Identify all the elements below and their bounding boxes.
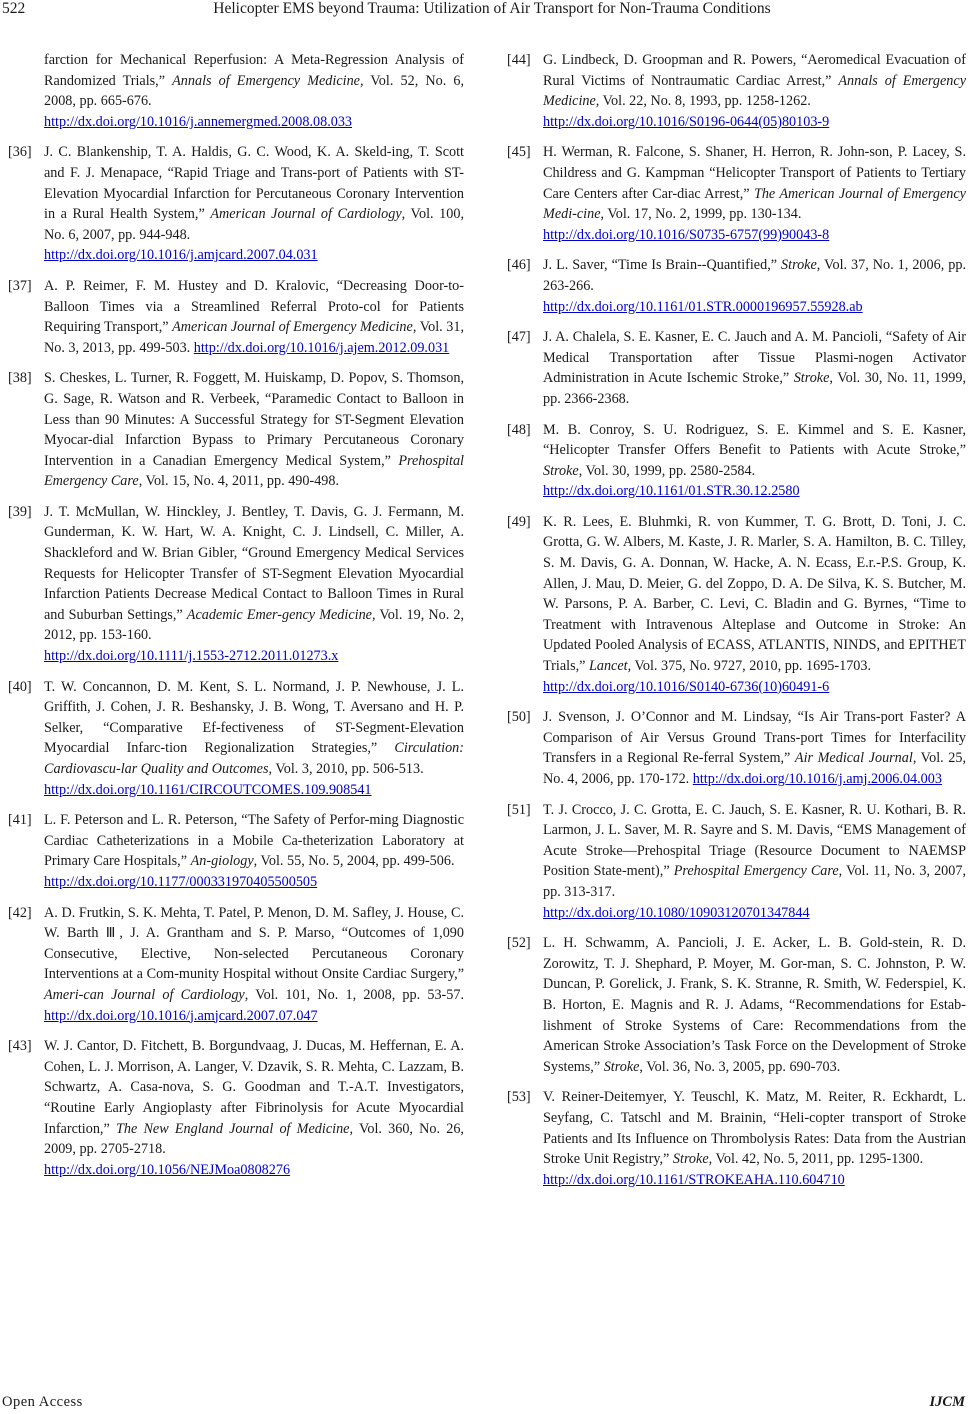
reference-details: , Vol. 375, No. 9727, 2010, pp. 1695-1703. bbox=[627, 658, 872, 675]
left-reference-column bbox=[8, 50, 464, 1190]
reference-details: , Vol. 15, No. 4, 2011, pp. 490-498. bbox=[138, 473, 340, 490]
reference-item bbox=[8, 368, 464, 492]
doi-link[interactable]: http://dx.doi.org/10.1016/j.annemergmed.2008.08.033 bbox=[44, 113, 353, 130]
reference-item bbox=[507, 800, 966, 924]
reference-number: [47] bbox=[507, 329, 531, 346]
reference-text: A. D. Frutkin, S. K. Mehta, T. Patel, P. Menon, D. M. Safley, J. House, C. W. Barth Ⅲ, J. A. Grantham and S. P. Marso, “Outcomes of 1,090 Consecutive, Elective, Non-selected Percutaneous Coronary Interventions at a Com-munity Hospital without Onsite Cardiac Surgery,” bbox=[44, 904, 464, 983]
reference-text: G. Lindbeck, D. Groopman and R. Powers, “Aeromedical Evacuation of Rural Victims of Nontraumatic Cardiac Arrest,” bbox=[543, 52, 966, 89]
journal-name: Annals of Emergency Medicine bbox=[543, 72, 966, 110]
reference-item bbox=[507, 142, 966, 245]
reference-text: J. C. Blankenship, T. A. Haldis, G. C. Wood, K. A. Skeld-ing, T. Scott and F. J. Menapace, “Rapid Triage and Trans-port of Patients with ST-Elevation Myocardial Infarction for Percutaneous Coronary Intervention in a Rural Health System,” bbox=[44, 144, 464, 223]
reference-item bbox=[507, 255, 966, 317]
doi-link[interactable]: http://dx.doi.org/10.1177/000331970405500505 bbox=[44, 873, 318, 890]
reference-item bbox=[507, 420, 966, 502]
reference-number: [42] bbox=[8, 904, 32, 921]
reference-number: [44] bbox=[507, 52, 531, 68]
reference-details: , Vol. 360, No. 26, 2009, pp. 2705-2718. bbox=[44, 1120, 464, 1158]
reference-number: [49] bbox=[507, 513, 531, 530]
reference-number: [45] bbox=[507, 144, 531, 161]
reference-text: J. T. McMullan, W. Hinckley, J. Bentley, T. Davis, G. J. Fermann, M. Gunderman, K. W. Hart, W. A. Knight, C. J. Lindsell, C. Miller, A. Shackleford and W. Brian Gibler, “Ground Emergency Medical Services Requests for Helicopter Transfer of ST-Segment Elevation Myocardial Infarction Patients Decrease Medical Contact to Balloon Times in Rural and Suburban Settings,” bbox=[44, 503, 464, 623]
doi-link[interactable]: http://dx.doi.org/10.1161/01.STR.30.12.2580 bbox=[543, 483, 800, 500]
reference-item bbox=[8, 276, 464, 358]
reference-text: L. F. Peterson and L. R. Peterson, “The Safety of Perfor-ming Diagnostic Cardiac Catheterizations in a Mobile Ca-theterization Laboratory at Primary Care Hospitals,” bbox=[44, 812, 464, 870]
reference-details: , Vol. 55, No. 5, 2004, pp. 499-506. bbox=[253, 853, 455, 870]
reference-number: [48] bbox=[507, 421, 531, 438]
reference-details: , Vol. 3, 2010, pp. 506-513. bbox=[268, 761, 424, 777]
reference-details: , Vol. 17, No. 2, 1999, pp. 130-134. bbox=[600, 206, 802, 223]
reference-text: K. R. Lees, E. Bluhmki, R. von Kummer, T. G. Brott, D. Toni, J. C. Grotta, G. W. Albers, M. Kaste, J. R. Marler, S. A. Hamilton, B. C. Tilley, S. M. Davis, G. A. Donnan, W. Hacke, A. N. Ecass, E.r.-P.S. Group, K. Allen, J. Mau, D. Meier, G. del Zoppo, D. A. De Silva, K. S. Butcher, M. W. Parsons, P. A. Barber, C. Levi, C. Bladin and G. Byrnes, “Time to Treatment with Intravenous Alteplase and Outcome in Stroke: An Updated Pooled Analysis of ECASS, ATLANTIS, NINDS, and EPITHET Trials,” bbox=[543, 513, 966, 675]
doi-link[interactable]: http://dx.doi.org/10.1056/NEJMoa0808276 bbox=[44, 1161, 291, 1178]
doi-link[interactable]: http://dx.doi.org/10.1016/S0140-6736(10)60491-6 bbox=[543, 678, 830, 695]
reference-item bbox=[507, 707, 966, 789]
reference-text: J. A. Chalela, S. E. Kasner, E. C. Jauch and A. M. Pancioli, “Safety of Air Medical Transportation after Tissue Plasmi-nogen Activator Administration in Acute Ischemic Stroke,” bbox=[543, 329, 966, 387]
running-title: Helicopter EMS beyond Trauma: Utilization of Air Transport for Non-Trauma Conditions bbox=[213, 0, 771, 17]
page-footer bbox=[0, 1393, 969, 1413]
reference-item bbox=[8, 1036, 464, 1180]
reference-item bbox=[8, 50, 464, 132]
journal-name: Annals of Emergency Medicine bbox=[172, 72, 360, 89]
reference-details: , Vol. 52, No. 6, 2008, pp. 665-676. bbox=[44, 72, 464, 110]
reference-item bbox=[8, 677, 464, 801]
open-access-label: Open Access bbox=[2, 1394, 83, 1410]
reference-number: [40] bbox=[8, 678, 32, 695]
reference-text: farction for Mechanical Reperfusion: A Meta-Regression Analysis of Randomized Trials,” bbox=[44, 52, 464, 89]
reference-text: V. Reiner-Deitemyer, Y. Teuschl, K. Matz, M. Reiter, R. Eckhardt, L. Seyfang, C. Tatschl and M. Brainin, “Heli-copter transport of Stroke Patients and Its Influence on Thrombolysis Rates: Data from the Austrian Stroke Unit Registry,” bbox=[543, 1089, 966, 1168]
journal-name: Stroke bbox=[672, 1151, 709, 1168]
doi-link[interactable]: http://dx.doi.org/10.1016/j.amj.2006.04.003 bbox=[692, 771, 942, 787]
reference-text: A. P. Reimer, F. M. Hustey and D. Kralovic, “Decreasing Door-to-Balloon Times via a Streamlined Referral Proto-col for Patients Requiring Transport,” bbox=[44, 277, 464, 336]
doi-link[interactable]: http://dx.doi.org/10.1161/01.STR.0000196957.55928.ab bbox=[543, 298, 863, 315]
doi-link[interactable]: http://dx.doi.org/10.1016/S0196-0644(05)80103-9 bbox=[543, 113, 830, 130]
reference-item bbox=[507, 1087, 966, 1190]
reference-text: S. Cheskes, L. Turner, R. Foggett, M. Huiskamp, D. Popov, S. Thomson, G. Sage, R. Watson and R. Verbeek, “Paramedic Contact to Balloon in Less than 90 Minutes: A Successful Strategy for ST-Segment Elevation Myocar-dial Infarction Bypass to Primary Percutaneous Coronary Intervention in a Canadian Emergency Medical System,” bbox=[44, 370, 464, 469]
journal-abbreviation: IJCM bbox=[929, 1394, 965, 1410]
journal-name: Stroke bbox=[603, 1058, 640, 1075]
journal-name: Stroke bbox=[781, 257, 817, 274]
reference-details: , Vol. 11, No. 3, 2007, pp. 313-317. bbox=[543, 863, 966, 900]
journal-name: Ameri-can Journal of Cardiology bbox=[44, 986, 245, 1003]
doi-link[interactable]: http://dx.doi.org/10.1016/j.amjcard.2007.04.031 bbox=[44, 247, 318, 264]
reference-details: , Vol. 19, No. 2, 2012, pp. 153-160. bbox=[44, 606, 464, 644]
reference-text: T. W. Concannon, D. M. Kent, S. L. Normand, J. P. Newhouse, J. L. Griffith, J. Cohen, J. R. Beshansky, J. B. Wong, T. Aversano and H. P. Selker, “Comparative Ef-fectiveness of ST-Segment-Elevation Myocardial Infarc-tion Regionalization Strategies,” bbox=[44, 678, 464, 757]
reference-details: , Vol. 36, No. 3, 2005, pp. 690-703. bbox=[639, 1058, 841, 1075]
reference-number: [39] bbox=[8, 503, 32, 520]
reference-details: , Vol. 100, No. 6, 2007, pp. 944-948. bbox=[44, 206, 465, 243]
reference-item bbox=[8, 810, 464, 892]
reference-details: , Vol. 31, No. 3, 2013, pp. 499-503. bbox=[44, 319, 464, 356]
journal-name: Prehospital Emergency Care bbox=[44, 452, 464, 490]
journal-name: Stroke bbox=[793, 370, 830, 387]
reference-item bbox=[507, 50, 966, 132]
doi-link[interactable]: http://dx.doi.org/10.1111/j.1553-2712.2011.01273.x bbox=[44, 648, 339, 665]
reference-details: , Vol. 42, No. 5, 2011, pp. 1295-1300. bbox=[708, 1151, 924, 1168]
journal-name: American Journal of Emergency Medicine bbox=[172, 319, 413, 336]
doi-link[interactable]: http://dx.doi.org/10.1016/S0735-6757(99)90043-8 bbox=[543, 226, 830, 243]
reference-details: , Vol. 37, No. 1, 2006, pp. 263-266. bbox=[543, 257, 966, 294]
doi-link[interactable]: http://dx.doi.org/10.1016/j.ajem.2012.09.031 bbox=[193, 339, 450, 356]
reference-number: [36] bbox=[8, 144, 32, 161]
reference-text: T. J. Crocco, J. C. Grotta, E. C. Jauch, S. E. Kasner, R. U. Kothari, B. R. Larmon, J. L. Saver, M. R. Sayre and S. M. Davis, “EMS Management of Acute Stroke—Prehospital Triage (Resource Document to NAEMSP Position State-ment),” bbox=[543, 801, 966, 880]
journal-name: The American Journal of Emergency Medi-cine bbox=[543, 185, 966, 223]
reference-details: , Vol. 30, No. 11, 1999, pp. 2366-2368. bbox=[543, 370, 966, 407]
reference-item bbox=[8, 142, 464, 266]
reference-text: J. Svenson, J. O’Connor and M. Lindsay, “Is Air Trans-port Faster? A Comparison of Air Versus Ground Trans-port Times for Interfacility Transfers in a Regional Re-ferral System,” bbox=[543, 709, 966, 767]
reference-text: H. Werman, R. Falcone, S. Shaner, H. Herron, R. John-son, P. Lacey, S. Childress and G. Kampman “Helicopter Transport of Patients to Tertiary Care Centers after Car-diac Arrest,” bbox=[543, 144, 966, 202]
journal-name: Air Medical Journal bbox=[794, 750, 913, 767]
right-reference-column bbox=[507, 50, 966, 1200]
doi-link[interactable]: http://dx.doi.org/10.1016/j.amjcard.2007.07.047 bbox=[44, 1007, 318, 1024]
journal-name: American Journal of Cardiology bbox=[210, 206, 402, 223]
journal-name: Prehospital Emergency Care bbox=[673, 863, 839, 880]
journal-name: An-giology bbox=[190, 853, 254, 870]
reference-number: [38] bbox=[8, 370, 32, 387]
doi-link[interactable]: http://dx.doi.org/10.1161/CIRCOUTCOMES.109.908541 bbox=[44, 781, 372, 798]
journal-name: Academic Emer-gency Medicine bbox=[186, 606, 372, 623]
reference-text: L. H. Schwamm, A. Pancioli, J. E. Acker, L. B. Gold-stein, R. D. Zorowitz, T. J. Shephard, P. Moyer, M. Gor-man, S. C. Johnston, P. W. Duncan, P. Gorelick, J. Frank, S. K. Stranne, R. Smith, W. Federspiel, K. B. Horton, E. Magnis and R. J. Adams, “Recommendations for Estab-lishment of Stroke Systems of Care: Recommendations from the American Stroke Association’s Task Force on the Development of Stroke Systems,” bbox=[543, 935, 966, 1075]
journal-name: Circulation: Cardiovascu-lar Quality and Outcomes bbox=[44, 740, 464, 777]
journal-name: Lancet bbox=[588, 658, 628, 675]
reference-item bbox=[507, 327, 966, 409]
reference-details: , Vol. 30, 1999, pp. 2580-2584. bbox=[578, 462, 756, 479]
reference-number: [53] bbox=[507, 1089, 531, 1106]
reference-item bbox=[8, 903, 464, 1027]
reference-details: , Vol. 25, No. 4, 2006, pp. 170-172. bbox=[543, 750, 966, 787]
journal-name: Stroke bbox=[543, 462, 579, 479]
reference-item bbox=[507, 512, 966, 697]
reference-number: [52] bbox=[507, 935, 531, 952]
doi-link[interactable]: http://dx.doi.org/10.1080/10903120701347844 bbox=[543, 904, 810, 921]
reference-number: [41] bbox=[8, 812, 32, 829]
reference-item bbox=[507, 933, 966, 1077]
doi-link[interactable]: http://dx.doi.org/10.1161/STROKEAHA.110.604710 bbox=[543, 1171, 845, 1188]
reference-number: [37] bbox=[8, 277, 32, 294]
reference-text: J. L. Saver, “Time Is Brain--Quantified,” bbox=[543, 257, 782, 274]
reference-details: , Vol. 22, No. 8, 1993, pp. 1258-1262. bbox=[595, 93, 811, 110]
reference-number: [43] bbox=[8, 1038, 32, 1055]
reference-item bbox=[8, 502, 464, 667]
reference-number: [51] bbox=[507, 801, 531, 818]
reference-text: W. J. Cantor, D. Fitchett, B. Borgundvaag, J. Ducas, M. Heffernan, E. A. Cohen, L. J. Morrison, A. Langer, V. Dzavik, S. R. Mehta, C. Lazzam, B. Schwartz, A. Casa-nova, S. G. Goodman and T.-A.T. Investigators, “Routine Early Angioplasty after Fibrinolysis for Acute Myocardial Infarction,” bbox=[44, 1038, 464, 1137]
page-number: 522 bbox=[2, 0, 26, 17]
reference-number: [46] bbox=[507, 257, 531, 274]
reference-text: M. B. Conroy, S. U. Rodriguez, S. E. Kimmel and S. E. Kasner, “Helicopter Transfer Offers Benefit to Patients with Acute Stroke,” bbox=[543, 421, 966, 459]
reference-number: [50] bbox=[507, 709, 531, 726]
page-header bbox=[0, 0, 969, 22]
journal-name: The New England Journal of Medicine bbox=[115, 1120, 350, 1137]
reference-details: , Vol. 101, No. 1, 2008, pp. 53-57. bbox=[244, 986, 464, 1003]
